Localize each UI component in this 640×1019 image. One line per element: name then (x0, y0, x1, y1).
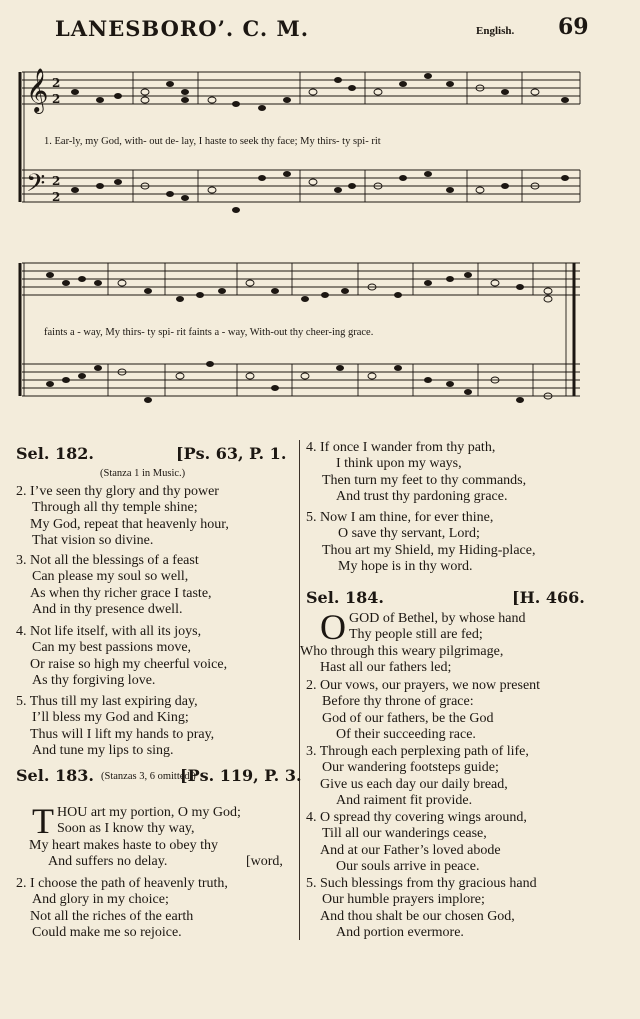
sel-184-dropcap: O (320, 607, 346, 647)
sel-184-verse-1: O GOD of Bethel, by whose hand Thy people still are fed; Who through this weary pilgrimage, Hast all our fathers led; (300, 607, 526, 676)
sel-182-verse-4: 4. Not life itself, with all its joys, Can my best passions move, Or raise so high my cheerful voice, As thy forgiving love. (16, 624, 228, 689)
tune-origin: English. (476, 25, 515, 37)
column-divider (299, 440, 300, 940)
lyrics-line-1: 1. Ear-ly, my God, with- out de- lay, I haste to seek thy face; My thirs- ty spi- rit (44, 136, 381, 147)
page-number: 69 (558, 14, 589, 40)
sel-182-verse-5: 5. Thus till my last expiring day, I’ll bless my God and King; Thus will I lift my hands to pray, And tune my lips to sing. (16, 694, 215, 759)
sel-183-turnover: [word, (246, 854, 283, 869)
treble-staff-1 (22, 72, 580, 104)
lyrics-line-2: faints a - way, My thirs- ty spi- rit faints a - way, With-out thy cheer-ing grace. (44, 327, 374, 338)
sel-183-verse-5: 5. Now I am thine, for ever thine, O save thy servant, Lord; Thou art my Shield, my Hiding-place, My hope is in thy word. (306, 510, 536, 575)
sel-184-verse-4: 4. O spread thy covering wings around, Till all our wanderings cease, And at our Father’s loved abode Our souls arrive in peace. (306, 810, 527, 875)
sel-182-label: Sel. 182. (16, 444, 94, 463)
sel-183-verse-1: T HOU art my portion, O my God; Soon as I know thy way, My heart makes haste to obey thy And suffers no delay. (29, 801, 241, 870)
sel-183-reference: [Ps. 119, P. 3. (180, 766, 302, 785)
bass-clef-icon: 𝄢 (26, 169, 46, 204)
hymn-tune-title: LANESBORO’. C. M. (55, 16, 310, 41)
sel-183-note: (Stanzas 3, 6 omitted.) (101, 771, 196, 782)
bass-staff-2 (22, 364, 580, 396)
sel-183-label: Sel. 183. (16, 766, 94, 785)
sel-183-verse-4: 4. If once I wander from thy path, I think upon my ways, Then turn my feet to thy commands, And trust thy pardoning grace. (306, 440, 527, 505)
sel-184-label: Sel. 184. (306, 588, 384, 607)
sel-182-reference: [Ps. 63, P. 1. (176, 444, 287, 463)
sel-184-reference: [H. 466. (512, 588, 585, 607)
sel-183-dropcap: T (32, 801, 54, 841)
sel-182-verse-2: 2. I’ve seen thy glory and thy power Through all thy temple shine; My God, repeat that heavenly hour, That vision so divine. (16, 484, 229, 549)
svg-text:2: 2 (52, 76, 61, 90)
sel-184-verse-3: 3. Through each perplexing path of life, Our wandering footsteps guide; Give us each day our daily bread, And raiment fit provide. (306, 744, 529, 809)
sel-182-verse-3: 3. Not all the blessings of a feast Can please my soul so well, As when thy richer grace I taste, And in thy presence dwell. (16, 553, 212, 618)
sel-184-verse-2: 2. Our vows, our prayers, we now present Before thy throne of grace: God of our fathers, be the God Of their succeeding race. (306, 678, 541, 743)
music-score (0, 0, 640, 420)
sel-183-verse-2: 2. I choose the path of heavenly truth, And glory in my choice; Not all the riches of the earth Could make me so rejoice. (16, 876, 228, 941)
sel-182-note: (Stanza 1 in Music.) (100, 468, 186, 479)
treble-clef-icon: 𝄞 (26, 68, 49, 112)
sel-184-verse-5: 5. Such blessings from thy gracious hand Our humble prayers implore; And thou shalt be our chosen God, And portion evermore. (306, 876, 537, 941)
bass-staff-1 (22, 170, 580, 202)
svg-text:2: 2 (52, 174, 61, 188)
svg-text:2: 2 (52, 92, 61, 106)
treble-staff-2 (22, 263, 580, 295)
svg-text:2: 2 (52, 190, 61, 204)
